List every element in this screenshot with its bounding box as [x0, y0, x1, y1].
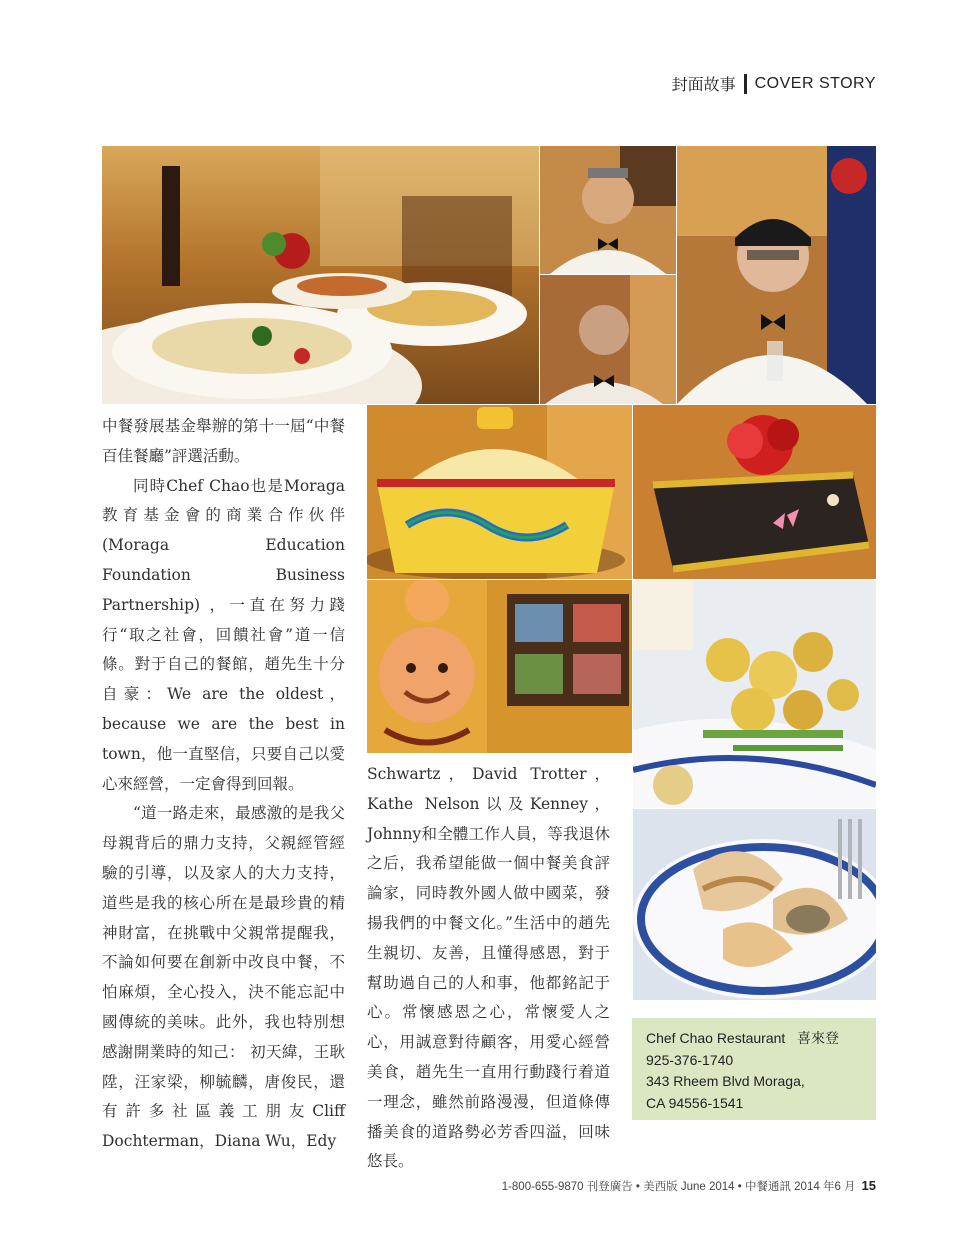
page-footer	[502, 1178, 876, 1194]
buddha-statue-photo	[367, 580, 632, 753]
restaurant-address-line-2: CA 94556-1541	[646, 1094, 744, 1111]
waiter-portrait-photo	[540, 275, 676, 404]
section-title-zh: 封面故事	[671, 77, 736, 94]
article-column-1	[102, 412, 345, 1157]
waiter-portrait-photo	[540, 146, 676, 274]
article-paragraph: 中餐發展基金舉辦的第十一屆“中餐百佳餐廳”評選活動。	[102, 417, 345, 465]
page-number: 15	[861, 1178, 876, 1193]
plated-dishes-photo	[102, 146, 539, 404]
section-title-en: COVER STORY	[754, 74, 876, 92]
article-paragraph: Schwartz，David Trotter，Kathe Nelson以及Kenney，Johnny和全體工作人員，等我退休之后，我希望能做一個中餐美食評論家，同時教外國人做中國菜，發揚我們的中餐文化。”生活中的趙先生親切、友善，且懂得感恩，對于幫助過自己的人和事，他都銘記于心。常懷感恩之心，常懷愛人之心，用誠意對待顧客，用愛心經營美食，趙先生一直用行動踐行着道一理念，雖然前路漫漫，但道條傳播美食的道路勢必芳香四溢，回味悠長。	[367, 765, 610, 1171]
restaurant-name-zh: 喜來登	[796, 1030, 839, 1046]
waiter-portrait-photo	[677, 146, 876, 404]
embroidered-hat-photo	[633, 405, 876, 579]
restaurant-phone: 925-376-1740	[646, 1051, 734, 1068]
article-column-2	[367, 760, 610, 1177]
potstickers-photo	[633, 809, 876, 1000]
footer-info: 1-800-655-9870 刊登廣告 • 美西版 June 2014 • 中餐通訊 2014 年6 月	[501, 1181, 856, 1193]
article-paragraph: 同時Chef Chao也是Moraga教育基金會的商業合作伙伴 (Moraga Education Foundation Business Partnership) ，一直在努力踐行“取之社會，回饋社會”道一信條。對于自己的餐館，趙先生十分自豪：We are the oldest，because we are the best in town，他一直堅信，只要自己以愛心來經營，一定會得到回報。	[102, 476, 345, 793]
imperial-crown-photo	[367, 405, 632, 579]
article-paragraph: “道一路走來，最感激的是我父母親背后的鼎力支持，父親經管經驗的引導，以及家人的大力支持，道些是我的核心所在是最珍貴的精神財富，在挑戰中父親常提醒我， 不論如何要在創新中改良中餐，不怕麻煩，全心投入，決不能忘記中國傳統的美味。此外，我也特別想感謝開業時的知己： 初天緯，王耿陞，汪家梁，柳毓麟，唐俊民，還有許多社區義工朋友Cliff Dochterman，Diana Wu，Edy	[102, 804, 345, 1151]
restaurant-address-line-1: 343 Rheem Blvd Moraga,	[646, 1073, 805, 1089]
restaurant-name-en: Chef Chao Restaurant	[646, 1030, 786, 1046]
header-divider	[744, 74, 747, 94]
restaurant-info-box	[632, 1018, 876, 1120]
honey-walnut-prawns-photo	[633, 580, 876, 808]
restaurant-name-line	[646, 1028, 862, 1050]
section-header	[672, 72, 876, 95]
